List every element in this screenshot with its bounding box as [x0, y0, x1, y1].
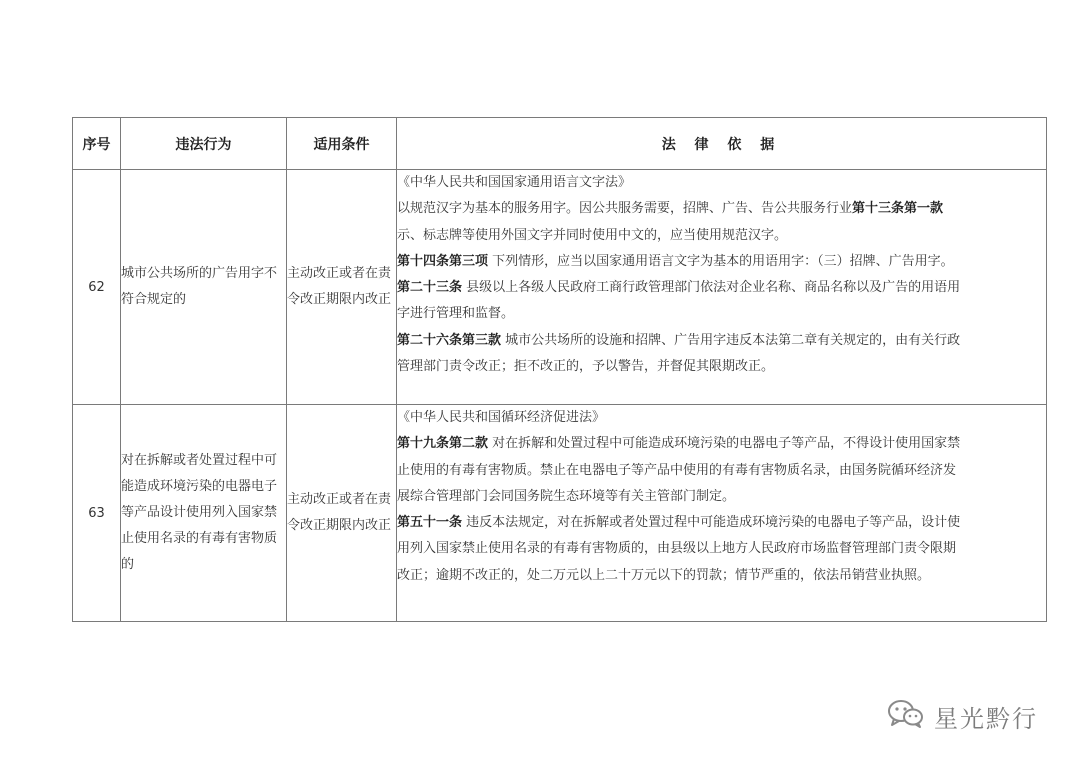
law-title: 《中华人民共和国循环经济促进法》: [397, 410, 606, 425]
basis-line: 止使用的有毒有害物质。禁止在电器电子等产品中使用的有毒有害物质名录，由国务院循环经济发: [397, 462, 957, 478]
basis-line: 字进行管理和监督。: [397, 306, 515, 322]
basis-line: 展综合管理部门会同国务院生态环境等有关主管部门制定。: [397, 488, 736, 504]
basis-line: [397, 328, 1046, 354]
row-act: 城市公共场所的广告用字不符合规定的: [121, 170, 287, 405]
article-ref: 第二十三条: [397, 280, 463, 296]
basis-line: 改正；逾期不改正的，处二万元以上二十万元以下的罚款；情节严重的，依法吊销营业执照。: [397, 567, 931, 583]
law-table: [72, 117, 1047, 622]
basis-text: 对在拆解和处置过程中可能造成环境污染的电器电子等产品，不得设计使用国家禁: [488, 436, 961, 452]
row-basis: [397, 170, 1047, 405]
wechat-icon: [886, 698, 926, 734]
table-row: [73, 170, 1047, 405]
article-ref: 第十四条第三项: [397, 253, 489, 269]
basis-text: 县级以上各级人民政府工商行政管理部门依法对企业名称、商品名称以及广告的用语用: [462, 280, 961, 296]
basis-text: 下列情形，应当以国家通用语言文字为基本的用语用字：（三）招牌、广告用字。: [488, 253, 954, 269]
basis-line: [397, 275, 1046, 301]
basis-text: 违反本法规定，对在拆解或者处置过程中可能造成环境污染的电器电子等产品，设计使: [462, 515, 961, 531]
table-header-row: [73, 118, 1047, 170]
basis-line: 管理部门责令改正；拒不改正的，予以警告，并督促其限期改正。: [397, 359, 775, 375]
row-basis: [397, 405, 1047, 622]
article-ref: 第十三条第一款: [852, 201, 944, 217]
header-cond: 适用条件: [287, 118, 397, 170]
header-seq: 序号: [73, 118, 121, 170]
header-act: 违法行为: [121, 118, 287, 170]
basis-text: 以规范汉字为基本的服务用字。因公共服务需要，招牌、广告、告公共服务行业: [397, 201, 853, 217]
watermark: [886, 698, 1038, 734]
brand-name: 星光黔行: [934, 704, 1038, 733]
row-cond: 主动改正或者在责令改正期限内改正: [287, 405, 397, 622]
row-act: 对在拆解或者处置过程中可能造成环境污染的电器电子等产品设计使用列入国家禁止使用名录的有毒有害物质的: [121, 405, 287, 622]
article-ref: 第十九条第二款: [397, 436, 489, 452]
basis-line: 示、标志牌等使用外国文字并同时使用中文的，应当使用规范汉字。: [397, 227, 788, 243]
basis-line: [397, 196, 1046, 222]
article-ref: 第二十六条第三款: [397, 332, 502, 348]
row-seq: 62: [73, 170, 121, 405]
header-basis: 法 律 依 据: [397, 118, 1047, 170]
basis-text: 城市公共场所的设施和招牌、广告用字违反本法第二章有关规定的，由有关行政: [501, 332, 961, 348]
basis-line: [397, 249, 1046, 275]
row-cond: 主动改正或者在责令改正期限内改正: [287, 170, 397, 405]
row-seq: 63: [73, 405, 121, 622]
table-row: [73, 405, 1047, 622]
basis-line: [397, 510, 1046, 536]
article-ref: 第五十一条: [397, 515, 463, 531]
basis-line: [397, 431, 1046, 457]
law-title: 《中华人民共和国国家通用语言文字法》: [397, 175, 632, 190]
basis-line: 用列入国家禁止使用名录的有毒有害物质的，由县级以上地方人民政府市场监督管理部门责令限期: [397, 541, 957, 557]
